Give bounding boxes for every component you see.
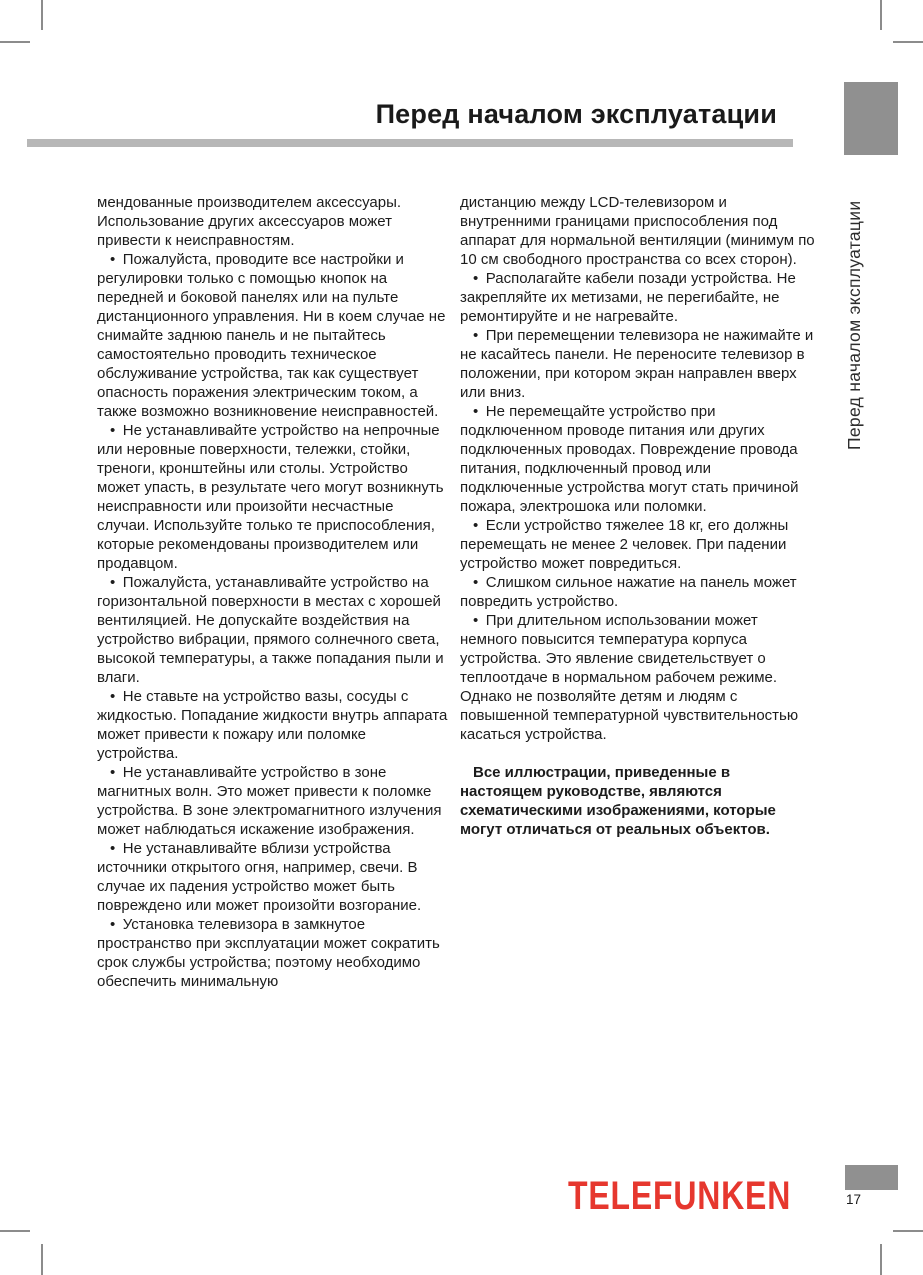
left-column: [97, 193, 449, 991]
right-column: [460, 193, 816, 839]
paragraph: мендованные производителем аксессуары. Использование других аксессуаров может привести к неисправностям.: [97, 194, 402, 249]
bold-note-paragraph: Все иллюстрации, приведенные в настоящем руководстве, являются схематическими изображениями, которые могут отличаться от реальных объектов.: [460, 764, 776, 838]
bullet-paragraph: • Не устанавливайте вблизи устройства источники открытого огня, например, свечи. В случае их падения устройство может быть повреждено или может произойти возгорание.: [97, 840, 422, 914]
crop-mark-bottom-right-h: [893, 1230, 923, 1232]
footer-tab: [845, 1165, 898, 1190]
bullet-paragraph: • Установка телевизора в замкнутое пространство при эксплуатации может сократить срок службы устройства; поэтому необходимо обеспечить минимальную: [97, 916, 440, 990]
crop-mark-top-right-v: [880, 0, 882, 30]
bullet-paragraph: • Пожалуйста, устанавливайте устройство на горизонтальной поверхности в местах с хорошей вентиляцией. Не допускайте воздействия на устройство вибрации, прямого солнечного света, высокой температуры, а также попадания пыли и влаги.: [97, 574, 444, 686]
bullet-paragraph: • Не ставьте на устройство вазы, сосуды с жидкостью. Попадание жидкости внутрь аппарата может привести к пожару или поломке устройства.: [97, 688, 448, 762]
bullet-paragraph: • Если устройство тяжелее 18 кг, его должны перемещать не менее 2 человек. При падении устройство может повредиться.: [460, 517, 789, 572]
page-number: 17: [846, 1192, 862, 1207]
paragraph: дистанцию между LCD-телевизором и внутренними границами приспособления под аппарат для нормальной вентиляции (минимум по 10 см свободного пространства со всех сторон).: [460, 194, 815, 268]
page-header: [27, 98, 793, 147]
bullet-paragraph: • Не устанавливайте устройство в зоне магнитных волн. Это может привести к поломке устройства. В зоне электромагнитного излучения может наблюдаться искажение изображения.: [97, 764, 442, 838]
bullet-paragraph: • Слишком сильное нажатие на панель может повредить устройство.: [460, 574, 797, 610]
telefunken-logo: TELEFUNKEN: [568, 1174, 792, 1218]
bullet-paragraph: • Располагайте кабели позади устройства. Не закрепляйте их метизами, не перегибайте, не ремонтируйте и не нагревайте.: [460, 270, 796, 325]
crop-mark-top-left-h: [0, 41, 30, 43]
page-title: Перед началом эксплуатации: [375, 99, 777, 129]
section-tab: [844, 82, 898, 155]
bullet-paragraph: • При длительном использовании может немного повысится температура корпуса устройства. Это явление свидетельствует о теплоотдаче в нормальном рабочем режиме. Однако не позволяйте детям и людям с повышенной температурной чувствительностью касаться устройства.: [460, 612, 799, 743]
bullet-paragraph: • Не перемещайте устройство при подключенном проводе питания или других подключенных проводах. Повреждение провода питания, подключенный провод или подключенные устройства могут стать причиной пожара, электрошока или поломки.: [460, 403, 799, 515]
bullet-paragraph: • Не устанавливайте устройство на непрочные или неровные поверхности, тележки, стойки, треноги, кронштейны или столы. Устройство может упасть, в результате чего могут возникнуть неисправности или произойти несчастные случаи. Используйте только те приспособления, которые рекомендованы производителем или продавцом.: [97, 422, 444, 572]
crop-mark-bottom-right-v: [880, 1244, 882, 1275]
bullet-paragraph: • При перемещении телевизора не нажимайте и не касайтесь панели. Не переносите телевизор в положении, при котором экран направлен вверх или вниз.: [460, 327, 814, 401]
crop-mark-top-left-v: [41, 0, 43, 30]
bullet-paragraph: • Пожалуйста, проводите все настройки и регулировки только с помощью кнопок на передней и боковой панелях или на пульте дистанционного управления. Ни в коем случае не снимайте заднюю панель и не пытайтесь самостоятельно проводить техническое обслуживание устройства, так как существует опасность поражения электрическим током, а также возможно возникновение неисправностей.: [97, 251, 446, 420]
crop-mark-top-right-h: [893, 41, 923, 43]
header-rule: [27, 139, 793, 147]
crop-mark-bottom-left-v: [41, 1244, 43, 1275]
crop-mark-bottom-left-h: [0, 1230, 30, 1232]
sidebar-section-label: Перед началом эксплуатации: [844, 200, 864, 450]
